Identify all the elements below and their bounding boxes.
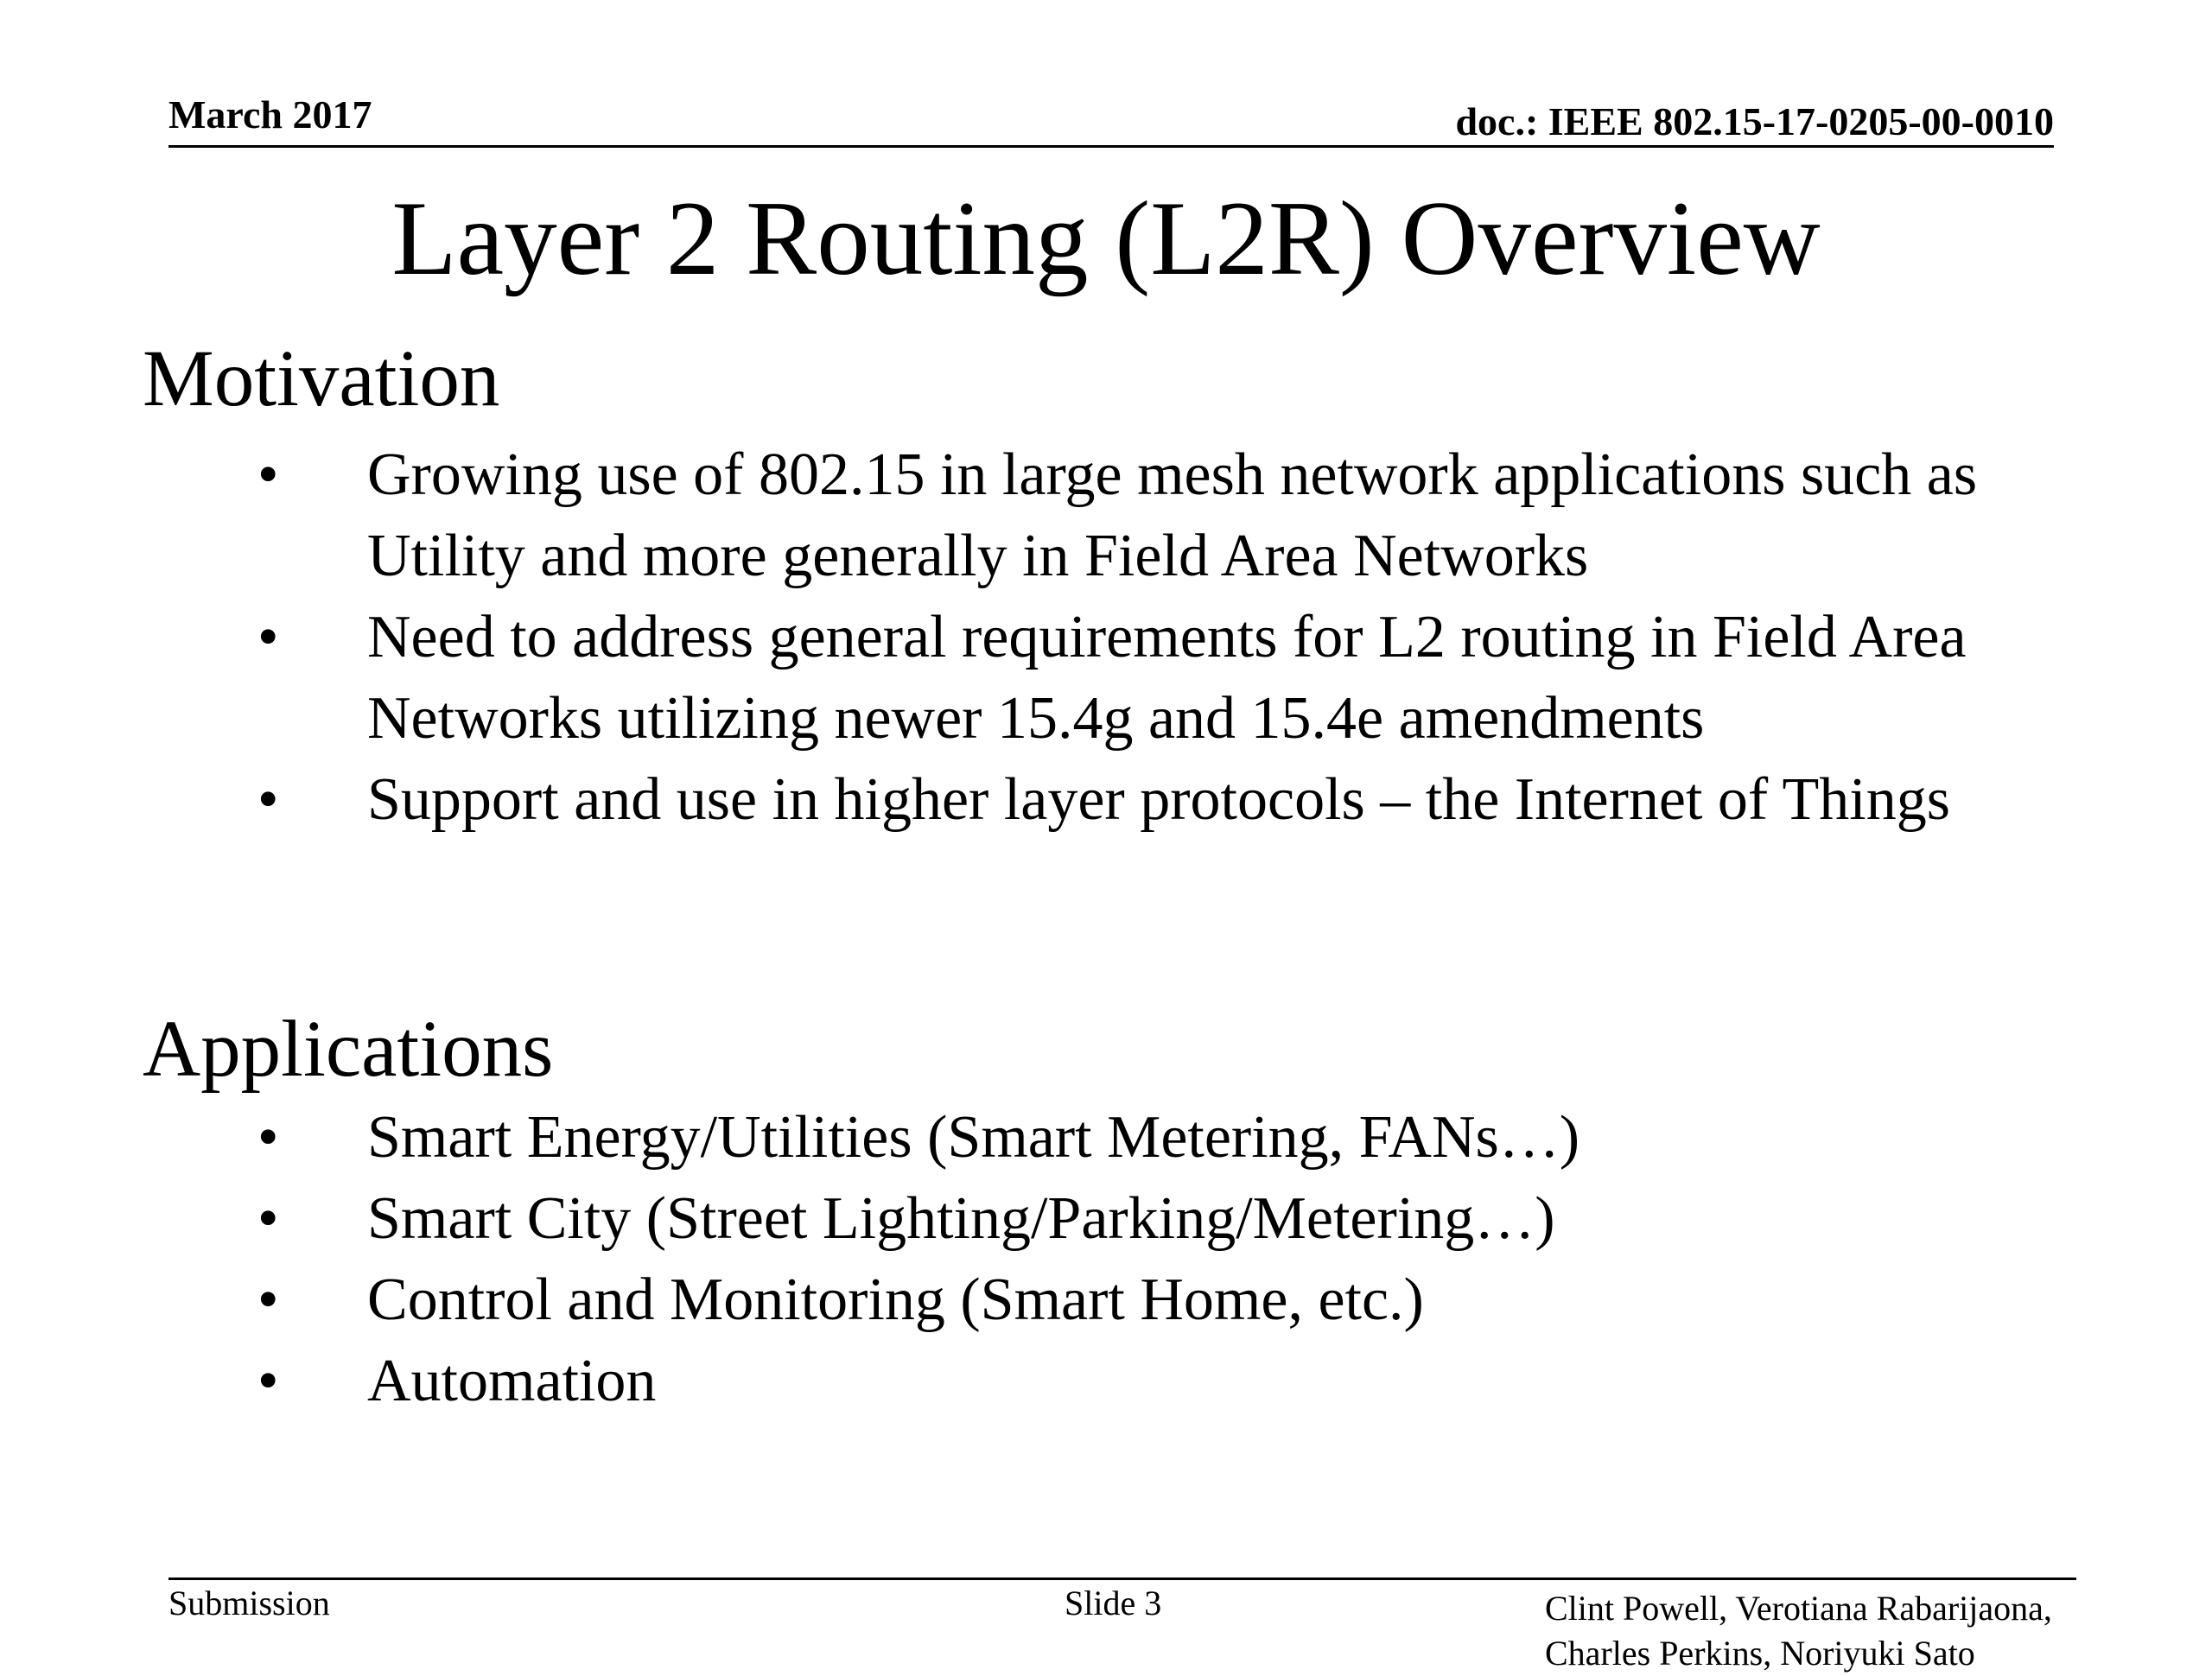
bullet-icon: •: [257, 1348, 279, 1414]
header-doc-id: doc.: IEEE 802.15-17-0205-00-0010: [1455, 99, 2054, 143]
list-item: [0, 1260, 2212, 1341]
header-date: March 2017: [168, 92, 372, 136]
bullet-icon: •: [257, 1104, 279, 1171]
list-item: [0, 1178, 2212, 1260]
footer-authors: [1545, 1586, 2052, 1676]
section-heading-applications: Applications: [143, 1005, 554, 1094]
bullet-text: Smart Energy/Utilities (Smart Metering, FANs…): [367, 1104, 1580, 1171]
bullet-icon: •: [257, 604, 279, 670]
footer-slide-number: Slide 3: [1065, 1584, 1162, 1622]
bullet-icon: •: [257, 1185, 279, 1252]
section-heading-motivation: Motivation: [143, 334, 500, 423]
footer-submission: Submission: [168, 1584, 330, 1622]
bullet-text: Automation: [367, 1348, 657, 1414]
list-item: [0, 435, 2212, 597]
footer-rule: [168, 1578, 2076, 1580]
bullet-icon: •: [257, 1267, 279, 1333]
header-rule: [168, 145, 2054, 148]
bullet-text: Support and use in higher layer protocols – the Internet of Things: [367, 766, 1950, 833]
list-item: [0, 1341, 2212, 1422]
list-item: [0, 1097, 2212, 1178]
applications-bullet-list: [0, 1097, 2212, 1422]
bullet-text: Smart City (Street Lighting/Parking/Metering…): [367, 1185, 1555, 1252]
list-item: [0, 759, 2212, 841]
bullet-text: Need to address general requirements for L2 routing in Field Area Networks utilizing newer 15.4g and 15.4e amendments: [367, 604, 1967, 752]
list-item: [0, 597, 2212, 759]
footer-authors-line1: Clint Powell, Verotiana Rabarijaona,: [1545, 1589, 2052, 1628]
slide-title: Layer 2 Routing (L2R) Overview: [391, 179, 1821, 297]
bullet-icon: •: [257, 766, 279, 833]
motivation-bullet-list: [0, 435, 2212, 841]
bullet-icon: •: [257, 441, 279, 508]
footer-authors-line2: Charles Perkins, Noriyuki Sato: [1545, 1634, 1975, 1673]
bullet-text: Control and Monitoring (Smart Home, etc.): [367, 1267, 1424, 1333]
bullet-text: Growing use of 802.15 in large mesh network applications such as Utility and more generally in Field Area Networks: [367, 441, 1978, 589]
